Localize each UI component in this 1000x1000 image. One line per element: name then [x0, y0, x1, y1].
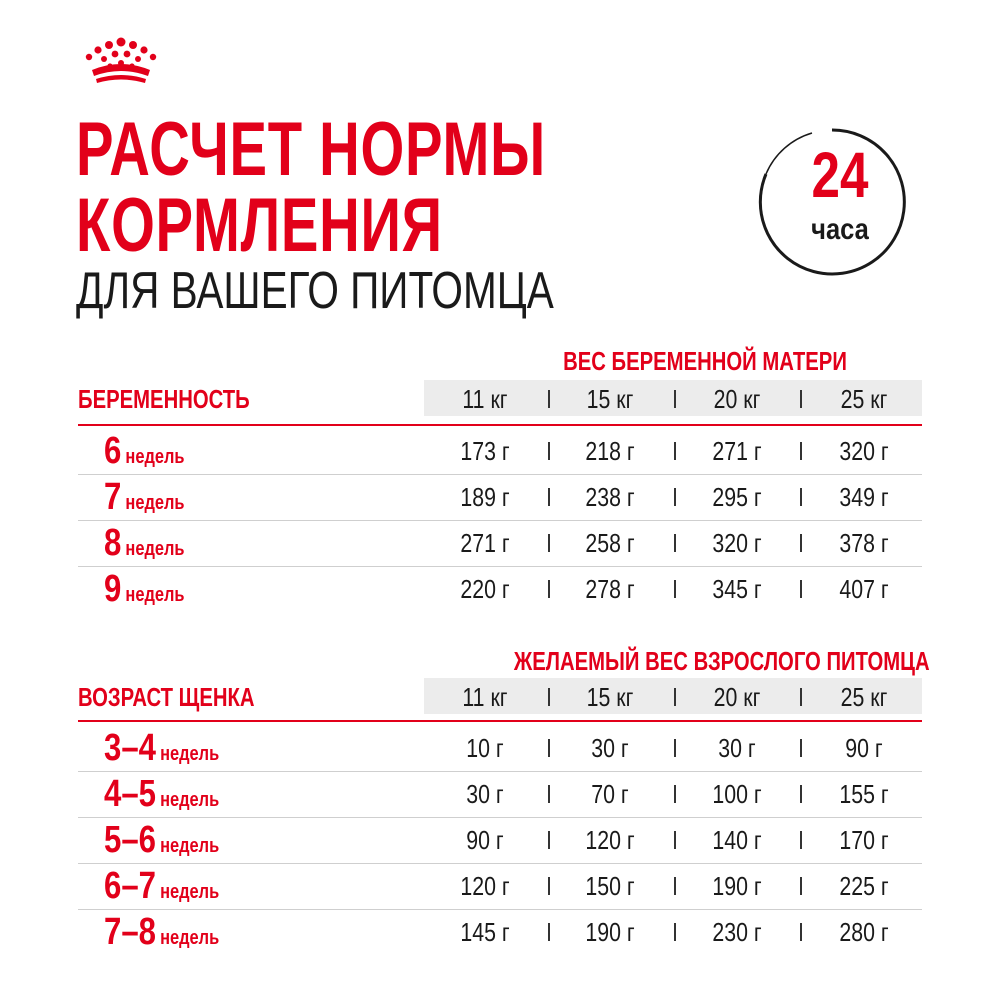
- column-separator: [800, 688, 802, 706]
- column-separator: [548, 442, 550, 460]
- row-divider: [78, 909, 922, 910]
- column-separator: [674, 877, 676, 895]
- table-cell: 280 г: [839, 917, 889, 947]
- table-cell: 140 г: [712, 825, 762, 855]
- row-label: [104, 524, 185, 562]
- column-header: 25 кг: [840, 682, 888, 712]
- row-label-number: 5–6: [104, 819, 156, 861]
- column-separator: [800, 390, 802, 408]
- puppy-section-heading: ЖЕЛАЕМЫЙ ВЕС ВЗРОСЛОГО ПИТОМЦА: [513, 646, 930, 676]
- row-label-unit: недель: [160, 881, 220, 903]
- row-label: [104, 570, 185, 608]
- column-header: 25 кг: [840, 384, 888, 414]
- pregnancy-label: БЕРЕМЕННОСТЬ: [78, 384, 250, 414]
- column-separator: [674, 923, 676, 941]
- column-separator: [800, 785, 802, 803]
- table-cell: 30 г: [718, 733, 756, 763]
- column-separator: [674, 785, 676, 803]
- column-header: 11 кг: [462, 384, 508, 414]
- hours-badge-unit: часа: [811, 213, 869, 246]
- table-cell: 271 г: [712, 436, 762, 466]
- column-header: 20 кг: [713, 682, 761, 712]
- hours-badge-number: 24: [811, 139, 869, 211]
- puppy-age-label: ВОЗРАСТ ЩЕНКА: [78, 682, 255, 712]
- table-cell: 190 г: [712, 871, 762, 901]
- table-cell: 320 г: [839, 436, 889, 466]
- column-header: 11 кг: [462, 682, 508, 712]
- header-divider: [78, 424, 922, 426]
- row-label-unit: недель: [160, 789, 220, 811]
- column-separator: [548, 877, 550, 895]
- column-separator: [674, 442, 676, 460]
- table-cell: 349 г: [839, 482, 889, 512]
- table-cell: 378 г: [839, 528, 889, 558]
- row-divider: [78, 474, 922, 475]
- page-title-line-1: РАСЧЕТ НОРМЫ: [76, 107, 546, 192]
- crown-icon: [80, 36, 162, 86]
- row-label-number: 7–8: [104, 911, 156, 953]
- table-cell: 218 г: [585, 436, 635, 466]
- row-label: [104, 729, 219, 767]
- column-separator: [674, 488, 676, 506]
- column-separator: [800, 442, 802, 460]
- table-cell: 345 г: [712, 574, 762, 604]
- table-cell: 258 г: [585, 528, 635, 558]
- column-separator: [674, 534, 676, 552]
- column-header: 20 кг: [713, 384, 761, 414]
- column-separator: [674, 688, 676, 706]
- table-cell: 407 г: [839, 574, 889, 604]
- table-cell: 225 г: [839, 871, 889, 901]
- table-cell: 278 г: [585, 574, 635, 604]
- table-cell: 90 г: [845, 733, 883, 763]
- column-separator: [800, 488, 802, 506]
- row-label-number: 6: [104, 430, 122, 472]
- table-cell: 120 г: [585, 825, 635, 855]
- table-cell: 230 г: [712, 917, 762, 947]
- page-title-line-2: КОРМЛЕНИЯ: [76, 183, 443, 268]
- table-cell: 70 г: [591, 779, 629, 809]
- row-label-unit: недель: [160, 743, 220, 765]
- table-cell: 189 г: [460, 482, 510, 512]
- row-divider: [78, 520, 922, 521]
- table-cell: 170 г: [839, 825, 889, 855]
- table-cell: 150 г: [585, 871, 635, 901]
- row-label: [104, 775, 219, 813]
- table-cell: 238 г: [585, 482, 635, 512]
- column-separator: [548, 831, 550, 849]
- row-label: [104, 913, 219, 951]
- column-separator: [548, 534, 550, 552]
- table-cell: 145 г: [460, 917, 510, 947]
- column-separator: [800, 923, 802, 941]
- column-separator: [800, 580, 802, 598]
- column-header: 15 кг: [586, 384, 634, 414]
- table-cell: 320 г: [712, 528, 762, 558]
- row-label-unit: недель: [125, 492, 185, 514]
- row-label: [104, 867, 219, 905]
- row-label-unit: недель: [125, 538, 185, 560]
- column-separator: [674, 739, 676, 757]
- column-separator: [548, 488, 550, 506]
- column-separator: [548, 580, 550, 598]
- column-separator: [548, 785, 550, 803]
- row-divider: [78, 771, 922, 772]
- table-cell: 190 г: [585, 917, 635, 947]
- column-separator: [800, 534, 802, 552]
- table-cell: 30 г: [591, 733, 629, 763]
- column-separator: [548, 688, 550, 706]
- table-cell: 220 г: [460, 574, 510, 604]
- row-label-number: 8: [104, 522, 122, 564]
- row-divider: [78, 817, 922, 818]
- table-cell: 271 г: [460, 528, 510, 558]
- column-separator: [548, 923, 550, 941]
- header-divider: [78, 720, 922, 722]
- column-header: 15 кг: [586, 682, 634, 712]
- table-cell: 30 г: [466, 779, 504, 809]
- row-divider: [78, 566, 922, 567]
- column-separator: [800, 739, 802, 757]
- row-label-number: 3–4: [104, 727, 156, 769]
- row-label-number: 7: [104, 476, 122, 518]
- page-subtitle: ДЛЯ ВАШЕГО ПИТОМЦА: [76, 262, 554, 320]
- pregnancy-section-heading: ВЕС БЕРЕМЕННОЙ МАТЕРИ: [563, 346, 847, 376]
- table-cell: 120 г: [460, 871, 510, 901]
- column-separator: [800, 877, 802, 895]
- table-cell: 10 г: [466, 733, 504, 763]
- table-cell: 100 г: [712, 779, 762, 809]
- row-label-unit: недель: [125, 446, 185, 468]
- column-separator: [674, 831, 676, 849]
- row-label-unit: недель: [160, 927, 220, 949]
- row-label-unit: недель: [125, 584, 185, 606]
- row-divider: [78, 863, 922, 864]
- row-label-unit: недель: [160, 835, 220, 857]
- column-separator: [800, 831, 802, 849]
- column-separator: [548, 739, 550, 757]
- column-separator: [548, 390, 550, 408]
- table-cell: 90 г: [466, 825, 504, 855]
- column-separator: [674, 390, 676, 408]
- table-cell: 155 г: [839, 779, 889, 809]
- row-label-number: 6–7: [104, 865, 156, 907]
- row-label-number: 4–5: [104, 773, 156, 815]
- table-cell: 295 г: [712, 482, 762, 512]
- column-separator: [674, 580, 676, 598]
- row-label: [104, 478, 185, 516]
- row-label: [104, 432, 185, 470]
- row-label-number: 9: [104, 568, 122, 610]
- row-label: [104, 821, 219, 859]
- table-cell: 173 г: [460, 436, 510, 466]
